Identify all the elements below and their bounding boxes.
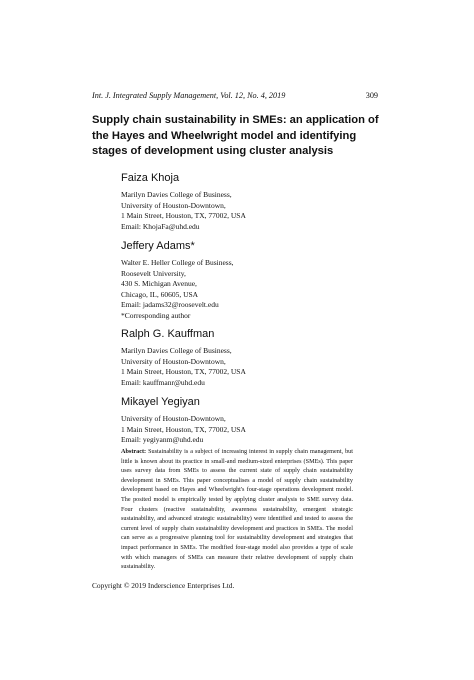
title-line: Supply chain sustainability in SMEs: an application of xyxy=(92,114,379,126)
author-name: Faiza Khoja xyxy=(121,172,180,184)
author-name: Ralph G. Kauffman xyxy=(121,328,215,340)
author-email: Email: yegiyanm@uhd.edu xyxy=(121,435,204,445)
affiliation-line: University of Houston-Downtown, xyxy=(121,414,226,423)
affiliation-line: Roosevelt University, xyxy=(121,268,186,278)
author-block xyxy=(121,328,371,388)
author-name: Mikayel Yegiyan xyxy=(121,396,200,408)
title-line: stages of development using cluster analysis xyxy=(92,145,334,157)
author-email: Email: kauffmanr@uhd.edu xyxy=(121,377,205,387)
author-block xyxy=(121,240,371,322)
author-block xyxy=(121,396,371,446)
author-name: Jeffery Adams* xyxy=(121,240,195,252)
abstract-text: Sustainability is a subject of increasing interest in supply chain management, but little is known about its practice in small-and medium-sized enterprises (SMEs). This paper uses survey data from SMEs to assess the current state of supply chain sustainability development in SMEs. This paper conceptualises a model of supply chain sustainability development based on Hayes and Wheelwright's four-stage operations development model. The posited model is empirically tested by applying cluster analysis to SME survey data. Four clusters (reactive sustainability, awareness sustainability, emergent strategic sustainability, and advanced strategic sustainability) were identified and tested to assess the current level of supply chain sustainability development and practices in SMEs. The model can serve as a progressive planning tool for sustainability development and strategies that impact performance in SMEs. The modified four-stage model also provides a type of scale with which managers of SMEs can measure their relative development of supply chain sustainability. xyxy=(121,448,353,571)
author-email: Email: KhojaFa@uhd.edu xyxy=(121,221,200,231)
author-email: Email: jadams32@roosevelt.edu xyxy=(121,300,219,310)
title-line: the Hayes and Wheelwright model and identifying xyxy=(92,129,357,142)
affiliation-line: Walter E. Heller College of Business, xyxy=(121,258,234,267)
affiliation-line: Marilyn Davies College of Business, xyxy=(121,190,232,199)
corresponding-note: *Corresponding author xyxy=(121,310,191,320)
affiliation-line: 1 Main Street, Houston, TX, 77002, USA xyxy=(121,424,246,434)
page-number: 309 xyxy=(365,91,378,100)
affiliation-line: 1 Main Street, Houston, TX, 77002, USA xyxy=(121,367,246,377)
running-head: Int. J. Integrated Supply Management, Vol. 12, No. 4, 2019 xyxy=(92,91,286,100)
affiliation-line: University of Houston-Downtown, xyxy=(121,356,226,366)
affiliation-line: Marilyn Davies College of Business, xyxy=(121,346,232,355)
author-block xyxy=(121,172,371,232)
affiliation-line: 430 S. Michigan Avenue, xyxy=(121,279,197,289)
affiliation-line: 1 Main Street, Houston, TX, 77002, USA xyxy=(121,211,246,221)
affiliation-line: University of Houston-Downtown, xyxy=(121,200,226,210)
affiliation-line: Chicago, IL, 60605, USA xyxy=(121,289,199,299)
abstract xyxy=(121,447,353,572)
copyright-notice: Copyright © 2019 Inderscience Enterprises Ltd. xyxy=(92,581,235,590)
abstract-label: Abstract: xyxy=(121,448,147,455)
paper-title xyxy=(92,113,392,160)
